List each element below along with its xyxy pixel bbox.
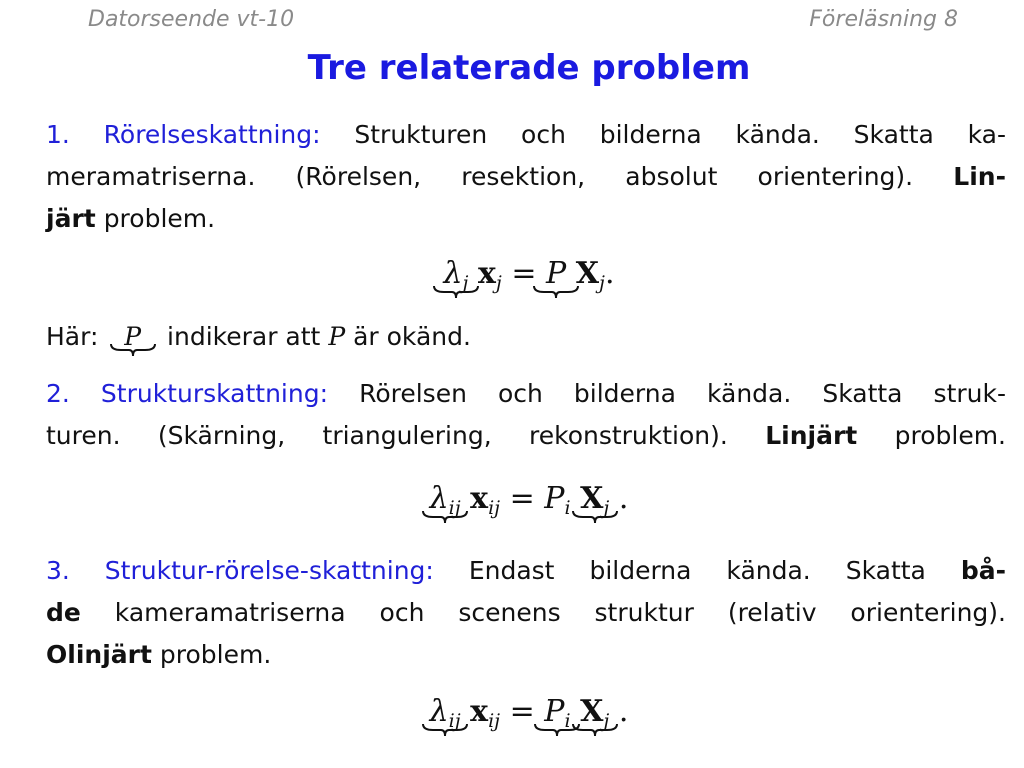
eq3-P: P: [544, 694, 565, 729]
underbrace-icon: [532, 284, 580, 300]
eq3-X-braced: [580, 694, 610, 732]
item-3-paragraph: [46, 550, 1006, 676]
eq2-lambda: λ: [429, 481, 449, 516]
eq3-X: X: [580, 694, 604, 729]
eq1-X: X: [575, 256, 600, 291]
equation-3: [0, 694, 1024, 732]
eq1-X-sub: j: [599, 272, 605, 294]
item-1-line-2: [46, 156, 1006, 198]
item-2-line-1: [46, 373, 1006, 415]
item-2-line-2-end: problem.: [894, 421, 1006, 450]
item-2-line-2-bold: Linjärt: [765, 421, 858, 450]
eq3-x-sub: ij: [488, 710, 501, 732]
item-3-line-3-bold: Olinjärt: [46, 640, 152, 669]
eq1-lambda-sub: j: [462, 272, 469, 294]
eq1-P: P: [546, 256, 567, 291]
underbrace-icon: [421, 722, 469, 738]
underbrace-icon: [432, 284, 480, 300]
item-3-line-1-text: Endast bilderna kända. Skatta: [468, 556, 926, 585]
item-1-line-3-text: problem.: [103, 204, 216, 233]
item-1-line-1-text: Strukturen och bilderna kända. Skatta ka-: [354, 120, 1006, 149]
eq3-x: x: [470, 694, 489, 729]
eq1-lambda: λ: [443, 256, 463, 291]
eq3-X-sub: j: [603, 710, 610, 732]
item-3-line-3-text: problem.: [159, 640, 272, 669]
note-paragraph: [46, 316, 1006, 358]
item-3-line-2-text: kameramatriserna och scenens struktur (relativ orientering).: [114, 598, 1006, 627]
eq3-P-braced: [544, 694, 571, 732]
item-2-paragraph: [46, 373, 1006, 457]
item-1-line-1: [46, 114, 1006, 156]
eq1-end: .: [604, 256, 615, 291]
eq1-x-sub: j: [495, 272, 502, 294]
item-3-line-1-bold: bå-: [960, 556, 1006, 585]
underbrace-icon: [571, 509, 619, 525]
note-suffix: är okänd.: [353, 322, 471, 351]
eq1-equals: =: [511, 256, 537, 291]
eq2-x: x: [470, 481, 489, 516]
underbrace-icon: [109, 342, 157, 358]
item-3-lead: 3. Struktur-rörelse-skattning:: [46, 556, 434, 585]
item-2-line-2: [46, 415, 1006, 457]
eq3-lambda: λ: [429, 694, 449, 729]
slide-title: Tre relaterade problem: [307, 48, 751, 88]
eq2-end: .: [618, 481, 629, 516]
item-1-paragraph: [46, 114, 1006, 240]
item-2-line-2-text: turen. (Skärning, triangulering, rekonstruktion).: [46, 421, 728, 450]
item-3-line-1: [46, 550, 1006, 592]
item-3-line-2: [46, 592, 1006, 634]
item-1-line-2-bold: Lin-: [953, 162, 1006, 191]
note-P-braced: [114, 316, 151, 358]
eq1-P-braced: [546, 256, 566, 291]
eq3-P-sub: i: [564, 710, 571, 732]
item-2-lead: 2. Strukturskattning:: [46, 379, 329, 408]
equation-1: [0, 256, 1024, 294]
eq3-lambda-sub: ij: [448, 710, 461, 732]
eq2-lambda-sub: ij: [448, 497, 461, 519]
eq1-x: x: [477, 256, 496, 291]
item-1-line-3-bold: järt: [46, 204, 96, 233]
eq2-X-braced: [580, 481, 610, 519]
eq1-lambda-braced: [443, 256, 469, 294]
eq2-lambda-braced: [429, 481, 461, 519]
eq2-X: X: [580, 481, 604, 516]
note-middle: indikerar att: [167, 322, 321, 351]
underbrace-icon: [571, 722, 619, 738]
eq2-X-sub: j: [603, 497, 610, 519]
item-3-line-3: [46, 634, 1006, 676]
note-P: P: [124, 322, 142, 351]
note-P-plain: P: [328, 322, 346, 351]
note-line: [46, 316, 1006, 358]
eq2-equals: =: [509, 481, 535, 516]
item-1-lead: 1. Rörelseskattning:: [46, 120, 321, 149]
eq2-P-sub: i: [564, 497, 571, 519]
equation-2: [0, 481, 1024, 519]
eq3-end: .: [618, 694, 629, 729]
eq2-x-sub: ij: [488, 497, 501, 519]
item-3-line-2-bold: de: [46, 598, 81, 627]
item-1-line-2-text: meramatriserna. (Rörelsen, resektion, absolut orientering).: [46, 162, 914, 191]
eq3-equals: =: [509, 694, 535, 729]
eq2-P: P: [544, 481, 565, 516]
item-1-line-3: [46, 198, 1006, 240]
note-prefix: Här:: [46, 322, 99, 351]
underbrace-icon: [421, 509, 469, 525]
item-2-line-1-text: Rörelsen och bilderna kända. Skatta struk-: [359, 379, 1007, 408]
lecture-number: Föreläsning 8: [809, 7, 958, 32]
eq3-lambda-braced: [429, 694, 461, 732]
course-name: Datorseende vt-10: [88, 7, 295, 32]
